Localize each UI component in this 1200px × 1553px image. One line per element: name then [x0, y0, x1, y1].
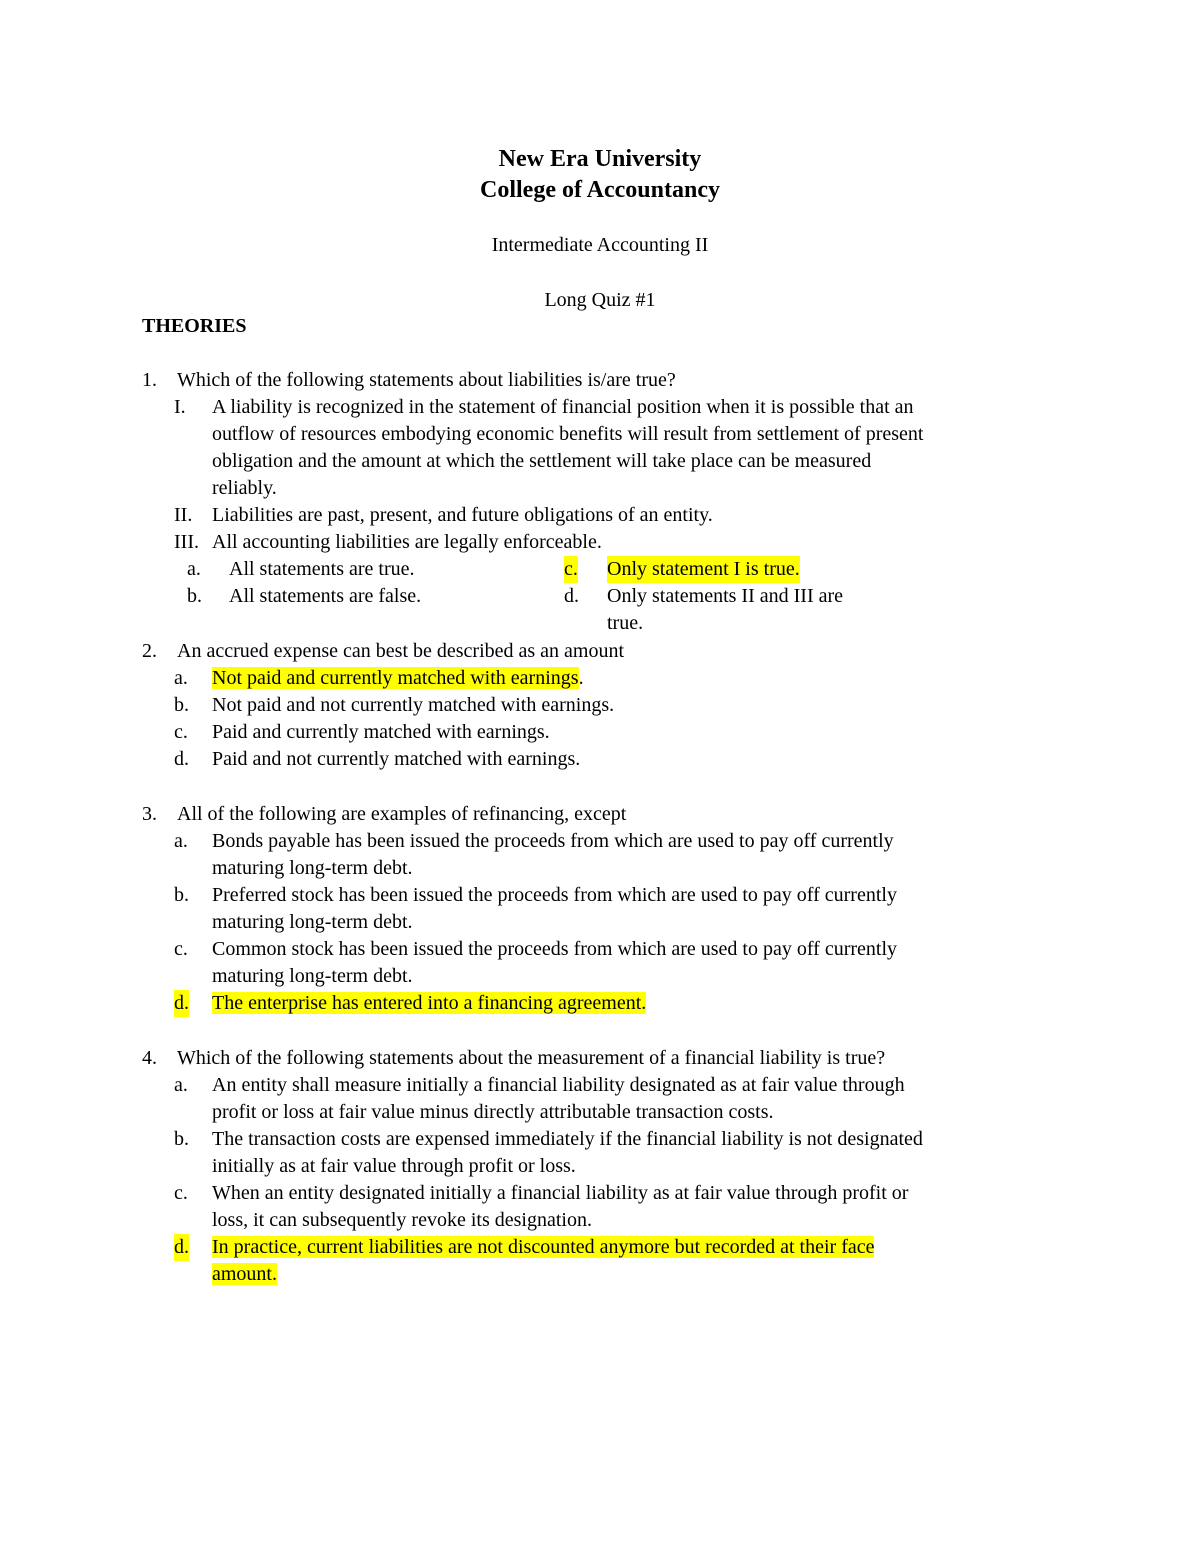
question-number: 1.: [142, 369, 157, 391]
question-2: [142, 638, 1072, 773]
option-text: All statements are true.: [229, 558, 415, 580]
option-text: Paid and currently matched with earnings.: [212, 721, 550, 743]
option-line-highlighted: The enterprise has entered into a financing agreement.: [212, 992, 647, 1014]
question-1: [142, 367, 1072, 637]
course-title: Intermediate Accounting II: [491, 234, 709, 256]
option-line: maturing long-term debt.: [212, 911, 413, 933]
option-d: [142, 1234, 1072, 1288]
option-line: profit or loss at fair value minus directly attributable transaction costs.: [212, 1101, 774, 1123]
option-text: All statements are false.: [229, 585, 422, 607]
option-c: [142, 1180, 1072, 1234]
question-text: All of the following are examples of refinancing, except: [177, 803, 627, 825]
statement-numeral: I.: [174, 396, 186, 418]
option-letter: b.: [174, 1128, 189, 1150]
option-line: When an entity designated initially a financial liability as at fair value through profit or: [212, 1182, 909, 1204]
option-line: maturing long-term debt.: [212, 857, 413, 879]
statement-line: outflow of resources embodying economic benefits will result from settlement of present: [212, 423, 924, 445]
university-name: New Era University: [498, 146, 702, 172]
option-a: [142, 665, 1072, 692]
option-line: loss, it can subsequently revoke its designation.: [212, 1209, 592, 1231]
section-title: THEORIES: [142, 315, 247, 337]
question-text: An accrued expense can best be described as an amount: [177, 640, 625, 662]
statement-2: [142, 502, 1072, 529]
option-b: [142, 692, 1072, 719]
question-text: Which of the following statements about liabilities is/are true?: [177, 369, 676, 391]
option-letter: a.: [187, 558, 201, 580]
option-line-highlighted: In practice, current liabilities are not discounted anymore but recorded at their face: [212, 1236, 875, 1258]
option-letter: c.: [174, 938, 188, 960]
option-line: The transaction costs are expensed immediately if the financial liability is not designated: [212, 1128, 923, 1150]
option-line-highlighted: amount.: [212, 1263, 277, 1285]
option-text: Paid and not currently matched with earnings.: [212, 748, 581, 770]
option-line: Preferred stock has been issued the proceeds from which are used to pay off currently: [212, 884, 897, 906]
option-d: [142, 746, 1072, 773]
question-4: [142, 1045, 1072, 1288]
option-letter-highlighted: d.: [174, 990, 189, 1017]
question-number: 4.: [142, 1047, 157, 1069]
option-letter: a.: [174, 1074, 188, 1096]
statement-numeral: III.: [174, 531, 199, 553]
option-letter: b.: [187, 585, 202, 607]
option-letter-highlighted: d.: [174, 1234, 189, 1261]
option-letter: c.: [174, 721, 188, 743]
college-name: College of Accountancy: [480, 177, 720, 203]
option-text-highlighted: Only statement I is true.: [607, 556, 800, 583]
option-b: [142, 1126, 1072, 1180]
statement-line: reliably.: [212, 477, 277, 499]
statement-numeral: II.: [174, 504, 193, 526]
option-line: Common stock has been issued the proceeds from which are used to pay off currently: [212, 938, 897, 960]
question-number: 2.: [142, 640, 157, 662]
option-letter: d.: [564, 585, 579, 607]
option-letter: a.: [174, 830, 188, 852]
option-line: An entity shall measure initially a financial liability designated as at fair value through: [212, 1074, 905, 1096]
option-c: [142, 719, 1072, 746]
option-line: Bonds payable has been issued the proceeds from which are used to pay off currently: [212, 830, 894, 852]
option-c: [142, 936, 1072, 990]
statement-3: [142, 529, 1072, 556]
option-a: [142, 828, 1072, 882]
question-3: [142, 801, 1072, 1017]
option-text: Only statements II and III are: [607, 585, 844, 607]
option-letter: a.: [174, 667, 188, 689]
quiz-title: Long Quiz #1: [544, 289, 656, 311]
option-text-tail: .: [578, 667, 584, 689]
question-text: Which of the following statements about the measurement of a financial liability is true?: [177, 1047, 886, 1069]
statement-line: A liability is recognized in the statement of financial position when it is possible that an: [212, 396, 914, 418]
option-b: [142, 882, 1072, 936]
option-letter: d.: [174, 748, 189, 770]
option-text: Not paid and not currently matched with earnings.: [212, 694, 615, 716]
statement-line: All accounting liabilities are legally enforceable.: [212, 531, 602, 553]
option-letter: b.: [174, 884, 189, 906]
option-text-continued: true.: [607, 612, 644, 634]
statement-line: obligation and the amount at which the settlement will take place can be measured: [212, 450, 872, 472]
statement-line: Liabilities are past, present, and future obligations of an entity.: [212, 504, 713, 526]
option-letter-highlighted: c.: [564, 556, 578, 583]
option-line: initially as at fair value through profit or loss.: [212, 1155, 576, 1177]
option-text-highlighted: Not paid and currently matched with earnings: [212, 667, 579, 689]
question-number: 3.: [142, 803, 157, 825]
option-letter: c.: [174, 1182, 188, 1204]
option-letter: b.: [174, 694, 189, 716]
statement-1: [142, 394, 1072, 502]
option-d: [142, 990, 1072, 1017]
option-a: [142, 1072, 1072, 1126]
option-line: maturing long-term debt.: [212, 965, 413, 987]
answer-options-grid: [142, 556, 1072, 637]
